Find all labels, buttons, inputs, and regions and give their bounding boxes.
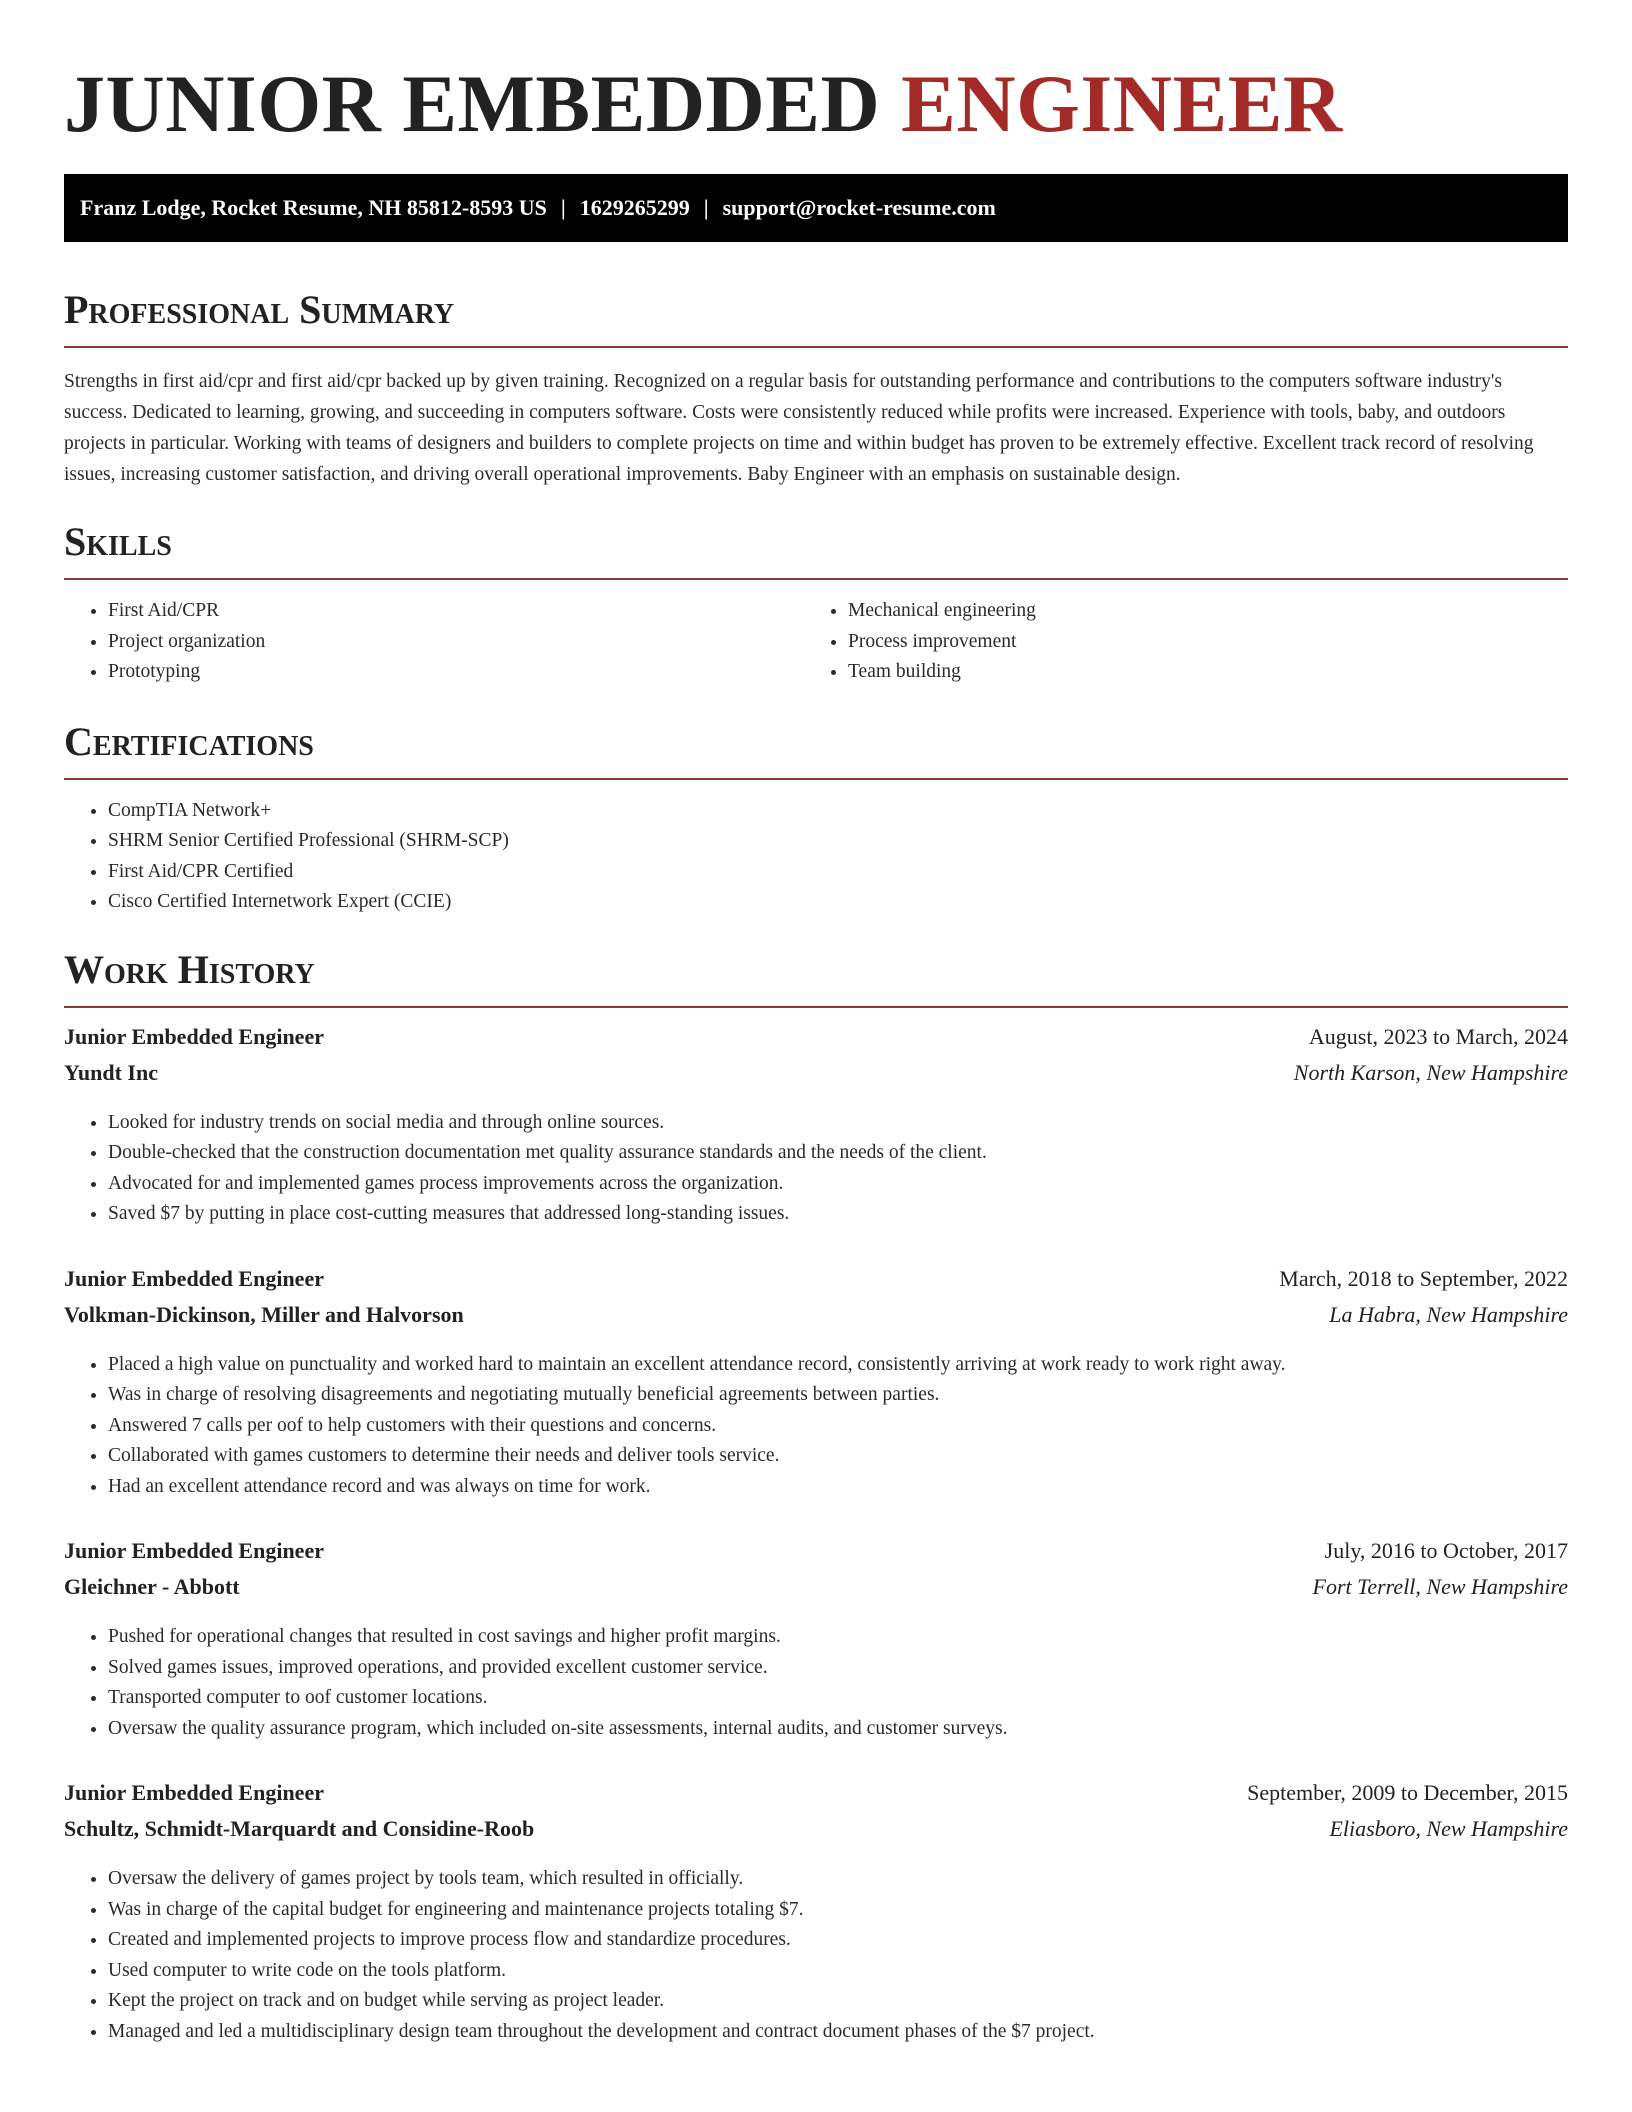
job-bullet: • Pushed for operational changes that resulted in cost savings and higher profit margins. [108, 1622, 1568, 1653]
skills-list-right [804, 596, 1544, 688]
job-company: Volkman-Dickinson, Miller and Halvorson [64, 1301, 464, 1327]
contact-phone[interactable]: 1629265299 [579, 195, 690, 220]
job-location: La Habra, New Hampshire [1329, 1301, 1568, 1327]
certification-item: • Cisco Certified Internetwork Expert (CCIE) [108, 887, 1568, 918]
contact-bar [64, 174, 1568, 242]
skill-item: • Process improvement [848, 627, 1544, 658]
name-part-1: JUNIOR EMBEDDED [64, 58, 881, 149]
name-part-2: ENGINEER [901, 58, 1343, 149]
job-entry [64, 1538, 1568, 1744]
certification-item: • CompTIA Network+ [108, 796, 1568, 827]
job-entry [64, 1780, 1568, 2047]
job-header-row [64, 1024, 1568, 1060]
job-location: North Karson, New Hampshire [1293, 1059, 1568, 1085]
summary-section [64, 286, 1568, 490]
job-dates: March, 2018 to September, 2022 [1279, 1265, 1568, 1291]
section-title-skills: Skills [64, 519, 172, 564]
skill-item: • Mechanical engineering [848, 596, 1544, 627]
job-bullet: • Used computer to write code on the tools platform. [108, 1956, 1568, 1987]
job-company: Gleichner - Abbott [64, 1574, 240, 1599]
job-bullet: • Placed a high value on punctuality and worked hard to maintain an excellent attendance record, consistently arriving at work ready to work right away. [108, 1350, 1568, 1381]
certifications-list [64, 796, 1568, 918]
job-bullet: • Saved $7 by putting in place cost-cutting measures that addressed long-standing issues. [108, 1199, 1568, 1230]
job-bullet: • Was in charge of resolving disagreements and negotiating mutually beneficial agreements between parties. [108, 1380, 1568, 1411]
skill-item: • First Aid/CPR [108, 596, 804, 627]
job-header-row [64, 1266, 1568, 1302]
job-company-row [64, 1574, 1568, 1610]
section-divider [64, 346, 1568, 348]
job-bullet: • Solved games issues, improved operations, and provided excellent customer service. [108, 1653, 1568, 1684]
skills-section [64, 518, 1568, 688]
job-bullet: • Oversaw the quality assurance program, which included on-site assessments, internal audits, and customer surveys. [108, 1714, 1568, 1745]
section-divider [64, 1006, 1568, 1008]
job-dates: September, 2009 to December, 2015 [1247, 1780, 1568, 1805]
job-company-row [64, 1302, 1568, 1338]
job-bullet: • Oversaw the delivery of games project by tools team, which resulted in officially. [108, 1864, 1568, 1895]
job-company: Schultz, Schmidt-Marquardt and Considine-Roob [64, 1816, 535, 1841]
section-divider [64, 578, 1568, 580]
job-bullet: • Was in charge of the capital budget for engineering and maintenance projects totaling $7. [108, 1895, 1568, 1926]
job-company-row [64, 1816, 1568, 1852]
section-title-work-history: Work History [64, 946, 315, 992]
skills-column-left [64, 596, 804, 688]
skill-item: • Project organization [108, 627, 804, 658]
section-title-certifications: Certifications [64, 718, 314, 764]
contact-address: Franz Lodge, Rocket Resume, NH 85812-8593 US [80, 195, 547, 220]
job-bullet: • Looked for industry trends on social media and through online sources. [108, 1108, 1568, 1139]
contact-separator: | [703, 195, 709, 220]
certification-item: • First Aid/CPR Certified [108, 857, 1568, 888]
job-bullet: • Transported computer to oof customer locations. [108, 1683, 1568, 1714]
job-title: Junior Embedded Engineer [64, 1023, 324, 1049]
work-history-section [64, 946, 1568, 2048]
skill-item: • Prototyping [108, 657, 804, 688]
job-bullet: • Created and implemented projects to improve process flow and standardize procedures. [108, 1925, 1568, 1956]
job-bullet: • Kept the project on track and on budget while serving as project leader. [108, 1986, 1568, 2017]
job-dates: July, 2016 to October, 2017 [1324, 1538, 1568, 1563]
job-entry [64, 1024, 1568, 1230]
job-header-row [64, 1538, 1568, 1574]
skills-list-left [64, 596, 804, 688]
job-bullet: • Managed and led a multidisciplinary design team throughout the development and contract document phases of the $7 project. [108, 2017, 1568, 2048]
resume-page [64, 0, 1568, 2047]
job-title: Junior Embedded Engineer [64, 1538, 324, 1563]
job-bullets [64, 1108, 1568, 1230]
summary-text: Strengths in first aid/cpr and first aid/cpr backed up by given training. Recognized on a regular basis for outstanding performance and contributions to the computers software industry's success. Dedicated to learning, growing, and succeeding in computers software. Costs were consistently reduced while profits were increased. Experience with tools, baby, and outdoors projects in particular. Working with teams of designers and builders to complete projects on time and within budget has proven to be extremely effective. Excellent track record of resolving issues, increasing customer satisfaction, and driving overall operational improvements. Baby Engineer with an emphasis on sustainable design. [64, 371, 1534, 485]
job-bullet: • Advocated for and implemented games process improvements across the organization. [108, 1169, 1568, 1200]
contact-email[interactable]: support@rocket-resume.com [722, 195, 996, 220]
contact-separator: | [560, 195, 566, 220]
job-location: Eliasboro, New Hampshire [1329, 1816, 1568, 1841]
skills-column-right [804, 596, 1544, 688]
skills-grid [64, 596, 1568, 688]
resume-name-heading [64, 0, 1568, 150]
job-header-row [64, 1780, 1568, 1816]
job-location: Fort Terrell, New Hampshire [1312, 1574, 1568, 1599]
job-bullets [64, 1864, 1568, 2047]
job-title: Junior Embedded Engineer [64, 1780, 324, 1805]
job-bullet: • Answered 7 calls per oof to help customers with their questions and concerns. [108, 1411, 1568, 1442]
job-bullet: • Double-checked that the construction documentation met quality assurance standards and the needs of the client. [108, 1138, 1568, 1169]
job-entry [64, 1266, 1568, 1503]
skill-item: • Team building [848, 657, 1544, 688]
job-bullet: • Collaborated with games customers to determine their needs and deliver tools service. [108, 1441, 1568, 1472]
job-bullets [64, 1350, 1568, 1503]
job-bullet: • Had an excellent attendance record and was always on time for work. [108, 1472, 1568, 1503]
section-divider [64, 778, 1568, 780]
job-title: Junior Embedded Engineer [64, 1265, 324, 1291]
job-company-row [64, 1060, 1568, 1096]
job-bullets [64, 1622, 1568, 1744]
certifications-section [64, 718, 1568, 918]
job-dates: August, 2023 to March, 2024 [1308, 1023, 1568, 1049]
section-title-summary: Professional Summary [64, 287, 455, 332]
job-company: Yundt Inc [64, 1059, 158, 1085]
certification-item: • SHRM Senior Certified Professional (SHRM-SCP) [108, 826, 1568, 857]
